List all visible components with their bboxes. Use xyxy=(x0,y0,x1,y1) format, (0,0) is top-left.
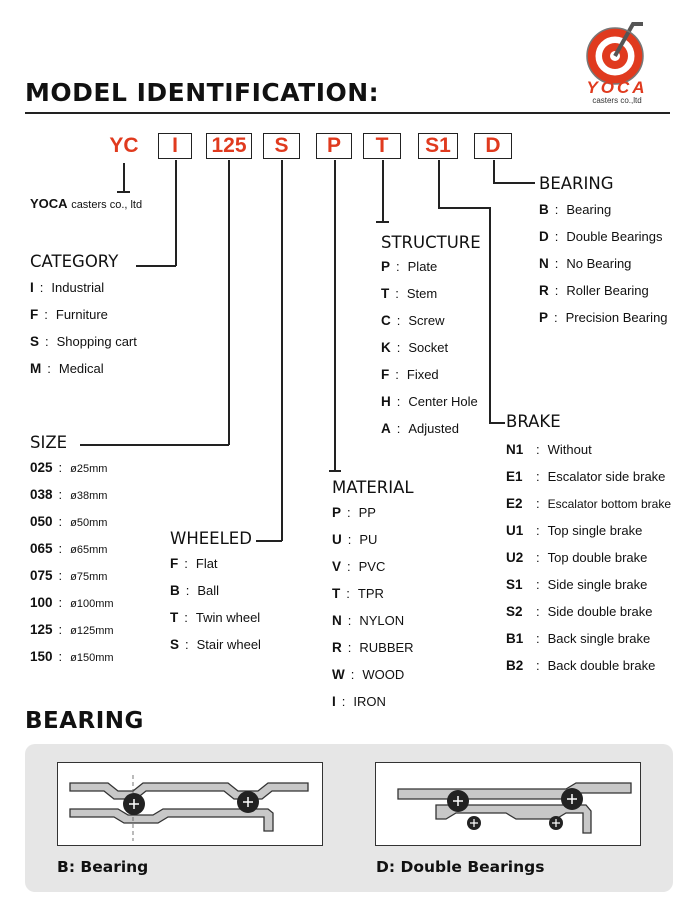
bearing-section-title: BEARING xyxy=(25,708,144,734)
wheeled-title: WHEELED xyxy=(170,529,252,548)
list-item: N1 : Without xyxy=(506,442,592,457)
list-item: E1 : Escalator side brake xyxy=(506,469,666,484)
list-item: I : Industrial xyxy=(30,280,105,295)
list-item: P : Precision Bearing xyxy=(539,310,668,325)
list-item: K : Socket xyxy=(381,340,449,355)
logo-text: YOCA xyxy=(586,78,648,97)
brake-title: BRAKE xyxy=(506,412,561,431)
list-item: H : Center Hole xyxy=(381,394,478,409)
list-item: T : TPR xyxy=(332,586,384,601)
list-item: S : Stair wheel xyxy=(170,637,261,652)
company-brand: YOCA xyxy=(30,196,68,211)
company-suffix: casters co., ltd xyxy=(71,199,143,211)
list-item: C : Screw xyxy=(381,313,445,328)
list-item: P : Plate xyxy=(381,259,438,274)
list-item: B1 : Back single brake xyxy=(506,631,651,646)
code-structure: T xyxy=(363,133,401,159)
double-bearing-diagram xyxy=(375,762,641,846)
bearing-caption: B: Bearing xyxy=(57,858,149,876)
code-wheeled: S xyxy=(263,133,300,159)
company-name xyxy=(30,196,142,211)
list-item: 065 : ø65mm xyxy=(30,541,108,556)
list-item: V : PVC xyxy=(332,559,386,574)
material-title: MATERIAL xyxy=(332,478,414,497)
caster-logo-icon xyxy=(555,14,675,86)
list-item: R : RUBBER xyxy=(332,640,414,655)
bearing-diagram xyxy=(57,762,323,846)
logo-subtext: casters co.,ltd xyxy=(592,96,642,105)
code-yc: YC xyxy=(109,134,139,157)
size-title: SIZE xyxy=(30,433,68,452)
page-title: MODEL IDENTIFICATION: xyxy=(25,78,380,107)
list-item: U : PU xyxy=(332,532,378,547)
list-item: F : Flat xyxy=(170,556,218,571)
list-item: S2 : Side double brake xyxy=(506,604,653,619)
code-brake: S1 xyxy=(418,133,458,159)
structure-title: STRUCTURE xyxy=(381,233,481,252)
list-item: D : Double Bearings xyxy=(539,229,663,244)
list-item: N : NYLON xyxy=(332,613,405,628)
list-item: U1 : Top single brake xyxy=(506,523,643,538)
title-divider xyxy=(25,112,670,114)
list-item: 038 : ø38mm xyxy=(30,487,108,502)
list-item: B2 : Back double brake xyxy=(506,658,656,673)
list-item: S : Shopping cart xyxy=(30,334,137,349)
list-item: 075 : ø75mm xyxy=(30,568,108,583)
list-item: 050 : ø50mm xyxy=(30,514,108,529)
list-item: E2 : Escalator bottom brake xyxy=(506,496,672,511)
list-item: 100 : ø100mm xyxy=(30,595,114,610)
double-bearing-icon xyxy=(376,763,639,844)
list-item: 125 : ø125mm xyxy=(30,622,114,637)
list-item: 025 : ø25mm xyxy=(30,460,108,475)
code-bearing: D xyxy=(474,133,512,159)
code-material: P xyxy=(316,133,352,159)
list-item: S1 : Side single brake xyxy=(506,577,648,592)
list-item: N : No Bearing xyxy=(539,256,632,271)
list-item: T : Stem xyxy=(381,286,438,301)
single-bearing-icon xyxy=(58,763,321,844)
list-item: I : IRON xyxy=(332,694,386,709)
logo xyxy=(555,14,675,104)
list-item: F : Fixed xyxy=(381,367,439,382)
category-title: CATEGORY xyxy=(30,252,119,271)
list-item: F : Furniture xyxy=(30,307,108,322)
list-item: T : Twin wheel xyxy=(170,610,261,625)
code-size: 125 xyxy=(206,133,252,159)
double-bearing-caption: D: Double Bearings xyxy=(376,858,545,876)
list-item: B : Bearing xyxy=(539,202,612,217)
bearing-code-title: BEARING xyxy=(539,174,614,193)
list-item: M : Medical xyxy=(30,361,104,376)
list-item: A : Adjusted xyxy=(381,421,459,436)
list-item: U2 : Top double brake xyxy=(506,550,648,565)
list-item: R : Roller Bearing xyxy=(539,283,649,298)
list-item: W : WOOD xyxy=(332,667,405,682)
list-item: P : PP xyxy=(332,505,376,520)
list-item: B : Ball xyxy=(170,583,220,598)
list-item: 150 : ø150mm xyxy=(30,649,114,664)
code-category: I xyxy=(158,133,192,159)
